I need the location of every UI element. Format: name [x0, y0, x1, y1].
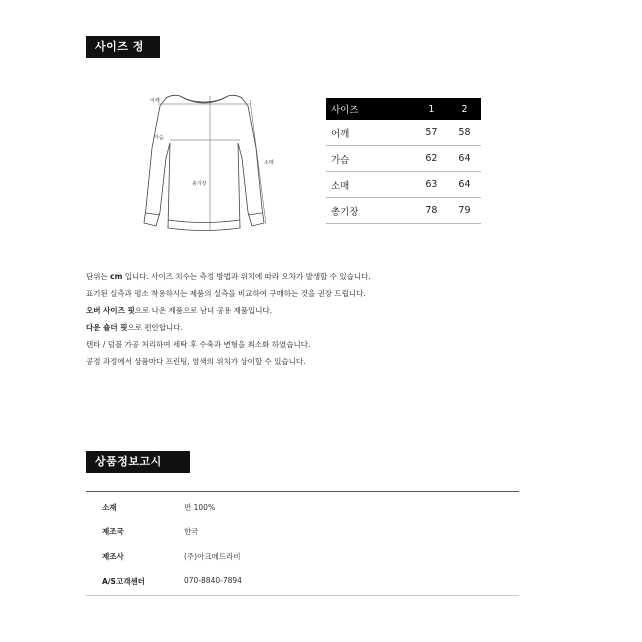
- info-key: 소재: [102, 503, 117, 512]
- diagram-label-shoulder: 어깨: [150, 98, 160, 104]
- size-table-row: [326, 198, 481, 224]
- info-value: (주)아크메드라비: [184, 552, 241, 561]
- note-line: 표기된 실측과 평소 착용하시는 제품의 실측을 비교하여 구매하는 것을 권장 드립니다.: [86, 289, 366, 298]
- size-notes: [86, 268, 546, 370]
- size-table-header: 2: [448, 98, 481, 120]
- sweatshirt-outline: [144, 95, 264, 230]
- garment-measurement-diagram: [118, 88, 288, 238]
- size-table: [326, 98, 481, 224]
- info-key: 제조국: [102, 527, 124, 536]
- note-line: 텐타 / 덤블 가공 처리하여 세탁 후 수축과 변형을 최소화 하였습니다.: [86, 340, 311, 349]
- note-line: 공정 과정에서 상품마다 프린팅, 염색의 위치가 상이할 수 있습니다.: [86, 357, 306, 366]
- info-row: [86, 551, 519, 571]
- diagram-label-chest: 가슴: [154, 135, 164, 141]
- note-line: 오버 사이즈 핏으로 나온 제품으로 남녀 공용 제품입니다.: [86, 306, 273, 315]
- size-table-cell: 58: [448, 120, 481, 146]
- size-info-heading: 사이즈 정보: [86, 36, 160, 58]
- size-table-cell: 64: [448, 146, 481, 172]
- info-divider-bottom: [86, 595, 519, 596]
- info-key: A/S고객센터: [102, 577, 145, 586]
- note-line: 단위는 cm 입니다. 사이즈 치수는 측정 방법과 위치에 따라 오차가 발생할 수 있습니다.: [86, 272, 371, 281]
- size-table-cell: 총기장: [326, 198, 415, 224]
- size-table-row: [326, 172, 481, 198]
- product-info-heading: 상품정보고시: [86, 451, 190, 473]
- size-table-cell: 소매: [326, 172, 415, 198]
- note-line: 다운 숄더 핏으로 편안합니다.: [86, 323, 183, 332]
- info-row: [86, 576, 519, 596]
- diagram-label-sleeve: 소매: [264, 160, 274, 166]
- info-value: 070-8840-7894: [184, 576, 242, 585]
- size-table-cell: 가슴: [326, 146, 415, 172]
- size-table-cell: 57: [415, 120, 448, 146]
- info-row: [86, 526, 519, 546]
- size-table-cell: 78: [415, 198, 448, 224]
- info-value: 한국: [184, 527, 199, 536]
- info-row: [86, 502, 519, 522]
- info-value: 면 100%: [184, 503, 216, 512]
- info-key: 제조사: [102, 552, 124, 561]
- size-table-header: 사이즈: [326, 98, 415, 120]
- size-table-row: [326, 146, 481, 172]
- size-table-cell: 64: [448, 172, 481, 198]
- diagram-label-length: 총기장: [192, 181, 207, 187]
- size-table-cell: 63: [415, 172, 448, 198]
- info-divider-top: [86, 491, 519, 492]
- size-table-cell: 어깨: [326, 120, 415, 146]
- size-table-header-row: [326, 98, 481, 120]
- size-table-header: 1: [415, 98, 448, 120]
- size-table-cell: 62: [415, 146, 448, 172]
- size-table-cell: 79: [448, 198, 481, 224]
- size-table-row: [326, 120, 481, 146]
